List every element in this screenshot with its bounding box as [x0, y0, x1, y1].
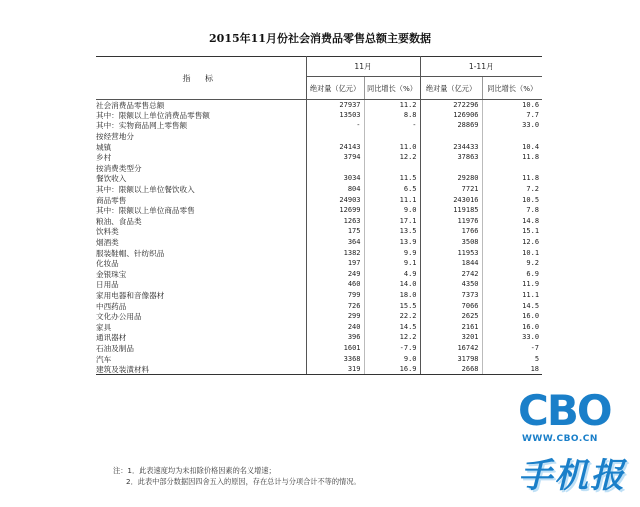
row-ytd-abs: 3201 [420, 333, 482, 344]
row-ytd-abs: 31798 [420, 354, 482, 365]
row-nov-yoy: 4.9 [364, 269, 420, 280]
table-row [96, 237, 542, 248]
table-row [96, 269, 542, 280]
row-name: 化妆品 [96, 258, 306, 269]
row-ytd-yoy: 11.1 [522, 290, 540, 299]
row-name: 汽车 [96, 354, 306, 365]
table-row [96, 216, 542, 227]
row-ytd-abs: 11976 [420, 216, 482, 227]
row-ytd-yoy: 10.6 [522, 100, 540, 109]
table-row [96, 142, 542, 153]
row-name: 按消费类型分 [96, 163, 306, 174]
row-name: 服装鞋帽、针纺织品 [96, 248, 306, 259]
row-nov-abs: 396 [306, 333, 364, 344]
page-title: 2015年11月份社会消费品零售总额主要数据 [209, 32, 431, 45]
row-nov-yoy: 8.8 [364, 110, 420, 121]
table-row [96, 205, 542, 216]
row-name: 餐饮收入 [96, 174, 306, 185]
row-ytd-yoy: 5 [534, 354, 540, 363]
row-nov-abs: 1382 [306, 248, 364, 259]
row-ytd-abs: 3508 [420, 237, 482, 248]
row-nov-yoy: 13.9 [364, 237, 420, 248]
row-name: 烟酒类 [96, 237, 306, 248]
table-row [96, 184, 542, 195]
row-nov-abs: 799 [306, 290, 364, 301]
row-ytd-abs: 37863 [420, 152, 482, 163]
nov-abs-header: 绝对量（亿元） [306, 77, 364, 100]
row-ytd-abs: 2742 [420, 269, 482, 280]
row-nov-abs: 299 [306, 311, 364, 322]
row-nov-abs: 240 [306, 322, 364, 333]
row-ytd-yoy: -7 [530, 343, 540, 352]
row-ytd-yoy: 14.5 [522, 301, 540, 310]
row-nov-abs: 319 [306, 364, 364, 375]
footnotes [113, 465, 361, 487]
row-nov-yoy: 11.0 [364, 142, 420, 153]
row-nov-yoy: 15.5 [364, 301, 420, 312]
row-ytd-yoy: 33.0 [522, 333, 540, 342]
row-name: 建筑及装潢材料 [96, 364, 306, 375]
table-row [96, 364, 542, 375]
ytd-yoy-header: 同比增长（%） [482, 77, 542, 100]
table-row [96, 258, 542, 269]
row-ytd-yoy: 11.8 [522, 174, 540, 183]
row-ytd-yoy: 10.1 [522, 248, 540, 257]
row-ytd-yoy: 6.9 [526, 269, 540, 278]
row-ytd-abs: 11953 [420, 248, 482, 259]
row-ytd-yoy: 7.7 [526, 110, 540, 119]
nov-yoy-header: 同比增长（%） [364, 77, 420, 100]
row-ytd-abs: 7066 [420, 301, 482, 312]
row-name: 文化办公用品 [96, 311, 306, 322]
table-row [96, 333, 542, 344]
row-nov-abs: 364 [306, 237, 364, 248]
indicator-header: 指 标 [96, 57, 306, 100]
logo-url: WWW.CBO.CN [522, 434, 598, 444]
row-nov-abs: 24143 [306, 142, 364, 153]
row-nov-yoy: -7.9 [364, 343, 420, 354]
row-ytd-yoy: 11.8 [522, 153, 540, 162]
row-nov-abs: 460 [306, 280, 364, 291]
table-row [96, 227, 542, 238]
row-ytd-yoy: 33.0 [522, 121, 540, 130]
row-nov-abs: 3794 [306, 152, 364, 163]
table-row [96, 100, 542, 111]
row-ytd-abs: 243016 [420, 195, 482, 206]
row-ytd-abs: 7373 [420, 290, 482, 301]
table-row [96, 290, 542, 301]
row-ytd-abs: 119185 [420, 205, 482, 216]
table-row [96, 131, 542, 142]
row-name: 家具 [96, 322, 306, 333]
row-nov-abs: 1263 [306, 216, 364, 227]
table-body [96, 100, 542, 375]
table-row [96, 248, 542, 259]
row-nov-abs: 1601 [306, 343, 364, 354]
row-name: 家用电器和音像器材 [96, 290, 306, 301]
row-nov-yoy: 9.1 [364, 258, 420, 269]
row-nov-abs: 3034 [306, 174, 364, 185]
row-name: 金银珠宝 [96, 269, 306, 280]
row-ytd-yoy: 11.9 [522, 280, 540, 289]
row-nov-yoy: 9.0 [364, 205, 420, 216]
row-ytd-yoy [482, 131, 542, 142]
table-row [96, 354, 542, 365]
row-ytd-yoy: 9.2 [526, 259, 540, 268]
row-name: 其中：限额以上单位餐饮收入 [96, 184, 306, 195]
table-row [96, 343, 542, 354]
row-nov-abs: 24903 [306, 195, 364, 206]
row-nov-yoy: 11.1 [364, 195, 420, 206]
row-ytd-yoy [482, 163, 542, 174]
row-name: 通讯器材 [96, 333, 306, 344]
row-nov-abs: 726 [306, 301, 364, 312]
row-ytd-yoy: 16.0 [522, 312, 540, 321]
logo-slogan: 手机报 [518, 456, 626, 496]
row-nov-yoy [364, 163, 420, 174]
row-nov-abs: 27937 [306, 100, 364, 111]
row-ytd-abs: 16742 [420, 343, 482, 354]
jan-nov-header: 1-11月 [420, 57, 542, 77]
row-nov-abs [306, 163, 364, 174]
row-name: 商品零售 [96, 195, 306, 206]
november-header: 11月 [306, 57, 420, 77]
row-name: 其中：限额以上单位消费品零售额 [96, 110, 306, 121]
row-nov-yoy: 17.1 [364, 216, 420, 227]
table-row [96, 163, 542, 174]
row-name: 饮料类 [96, 227, 306, 238]
row-nov-abs: 13503 [306, 110, 364, 121]
retail-sales-table [96, 56, 542, 375]
row-nov-yoy: 9.0 [364, 354, 420, 365]
row-name: 中西药品 [96, 301, 306, 312]
cbo-watermark-logo [510, 384, 640, 507]
row-nov-yoy: 9.9 [364, 248, 420, 259]
row-nov-yoy: 13.5 [364, 227, 420, 238]
row-ytd-yoy: 7.2 [526, 185, 540, 194]
row-ytd-abs: 29280 [420, 174, 482, 185]
row-name: 其中：限额以上单位商品零售 [96, 205, 306, 216]
row-nov-abs: 12699 [306, 205, 364, 216]
row-nov-abs: 804 [306, 184, 364, 195]
row-name: 粮油、食品类 [96, 216, 306, 227]
footnote-1: 注：1．此表速度均为未扣除价格因素的名义增速； [113, 466, 276, 475]
row-ytd-abs: 2625 [420, 311, 482, 322]
row-nov-yoy: 22.2 [364, 311, 420, 322]
logo-brand: CBO [518, 386, 611, 435]
row-name: 石油及制品 [96, 343, 306, 354]
row-name: 按经营地分 [96, 131, 306, 142]
row-ytd-yoy: 18 [482, 364, 542, 375]
table-row [96, 152, 542, 163]
row-name: 乡村 [96, 152, 306, 163]
row-nov-yoy: 18.0 [364, 290, 420, 301]
row-nov-abs: 3368 [306, 354, 364, 365]
row-ytd-yoy: 7.8 [526, 206, 540, 215]
row-ytd-abs [420, 131, 482, 142]
row-ytd-abs: 2668 [420, 364, 482, 375]
row-nov-yoy: 11.5 [364, 174, 420, 185]
ytd-abs-header: 绝对量（亿元） [420, 77, 482, 100]
row-nov-yoy: - [364, 121, 420, 132]
footnote-2: 2．此表中部分数据因四舍五入的原因，存在总计与分项合计不等的情况。 [126, 477, 361, 486]
row-nov-yoy: 12.2 [364, 333, 420, 344]
row-ytd-abs: 4350 [420, 280, 482, 291]
table-row [96, 322, 542, 333]
row-ytd-yoy: 14.8 [522, 216, 540, 225]
row-ytd-abs: 1844 [420, 258, 482, 269]
table-row [96, 301, 542, 312]
row-nov-yoy: 14.5 [364, 322, 420, 333]
row-nov-abs: - [306, 121, 364, 132]
row-nov-yoy: 11.2 [364, 100, 420, 111]
row-nov-yoy: 12.2 [364, 152, 420, 163]
row-ytd-abs [420, 163, 482, 174]
row-ytd-abs: 7721 [420, 184, 482, 195]
row-nov-abs: 197 [306, 258, 364, 269]
row-ytd-yoy: 12.6 [522, 238, 540, 247]
row-nov-yoy: 14.0 [364, 280, 420, 291]
row-name: 社会消费品零售总额 [96, 100, 306, 111]
row-nov-yoy: 16.9 [364, 364, 420, 375]
row-ytd-abs: 272296 [420, 100, 482, 111]
table-row [96, 110, 542, 121]
table-row [96, 174, 542, 185]
row-name: 日用品 [96, 280, 306, 291]
row-name: 城镇 [96, 142, 306, 153]
row-ytd-abs: 126906 [420, 110, 482, 121]
row-ytd-abs: 234433 [420, 142, 482, 153]
table-row [96, 121, 542, 132]
row-ytd-abs: 2161 [420, 322, 482, 333]
row-nov-yoy: 6.5 [364, 184, 420, 195]
row-ytd-abs: 1766 [420, 227, 482, 238]
row-ytd-yoy: 16.0 [522, 322, 540, 331]
row-nov-abs [306, 131, 364, 142]
row-ytd-yoy: 10.4 [522, 142, 540, 151]
row-nov-yoy [364, 131, 420, 142]
table-row [96, 280, 542, 291]
row-ytd-abs: 28869 [420, 121, 482, 132]
row-ytd-yoy: 10.5 [522, 195, 540, 204]
row-name: 其中：实物商品网上零售额 [96, 121, 306, 132]
table-row [96, 195, 542, 206]
row-nov-abs: 249 [306, 269, 364, 280]
row-nov-abs: 175 [306, 227, 364, 238]
table-row [96, 311, 542, 322]
row-ytd-yoy: 15.1 [522, 227, 540, 236]
